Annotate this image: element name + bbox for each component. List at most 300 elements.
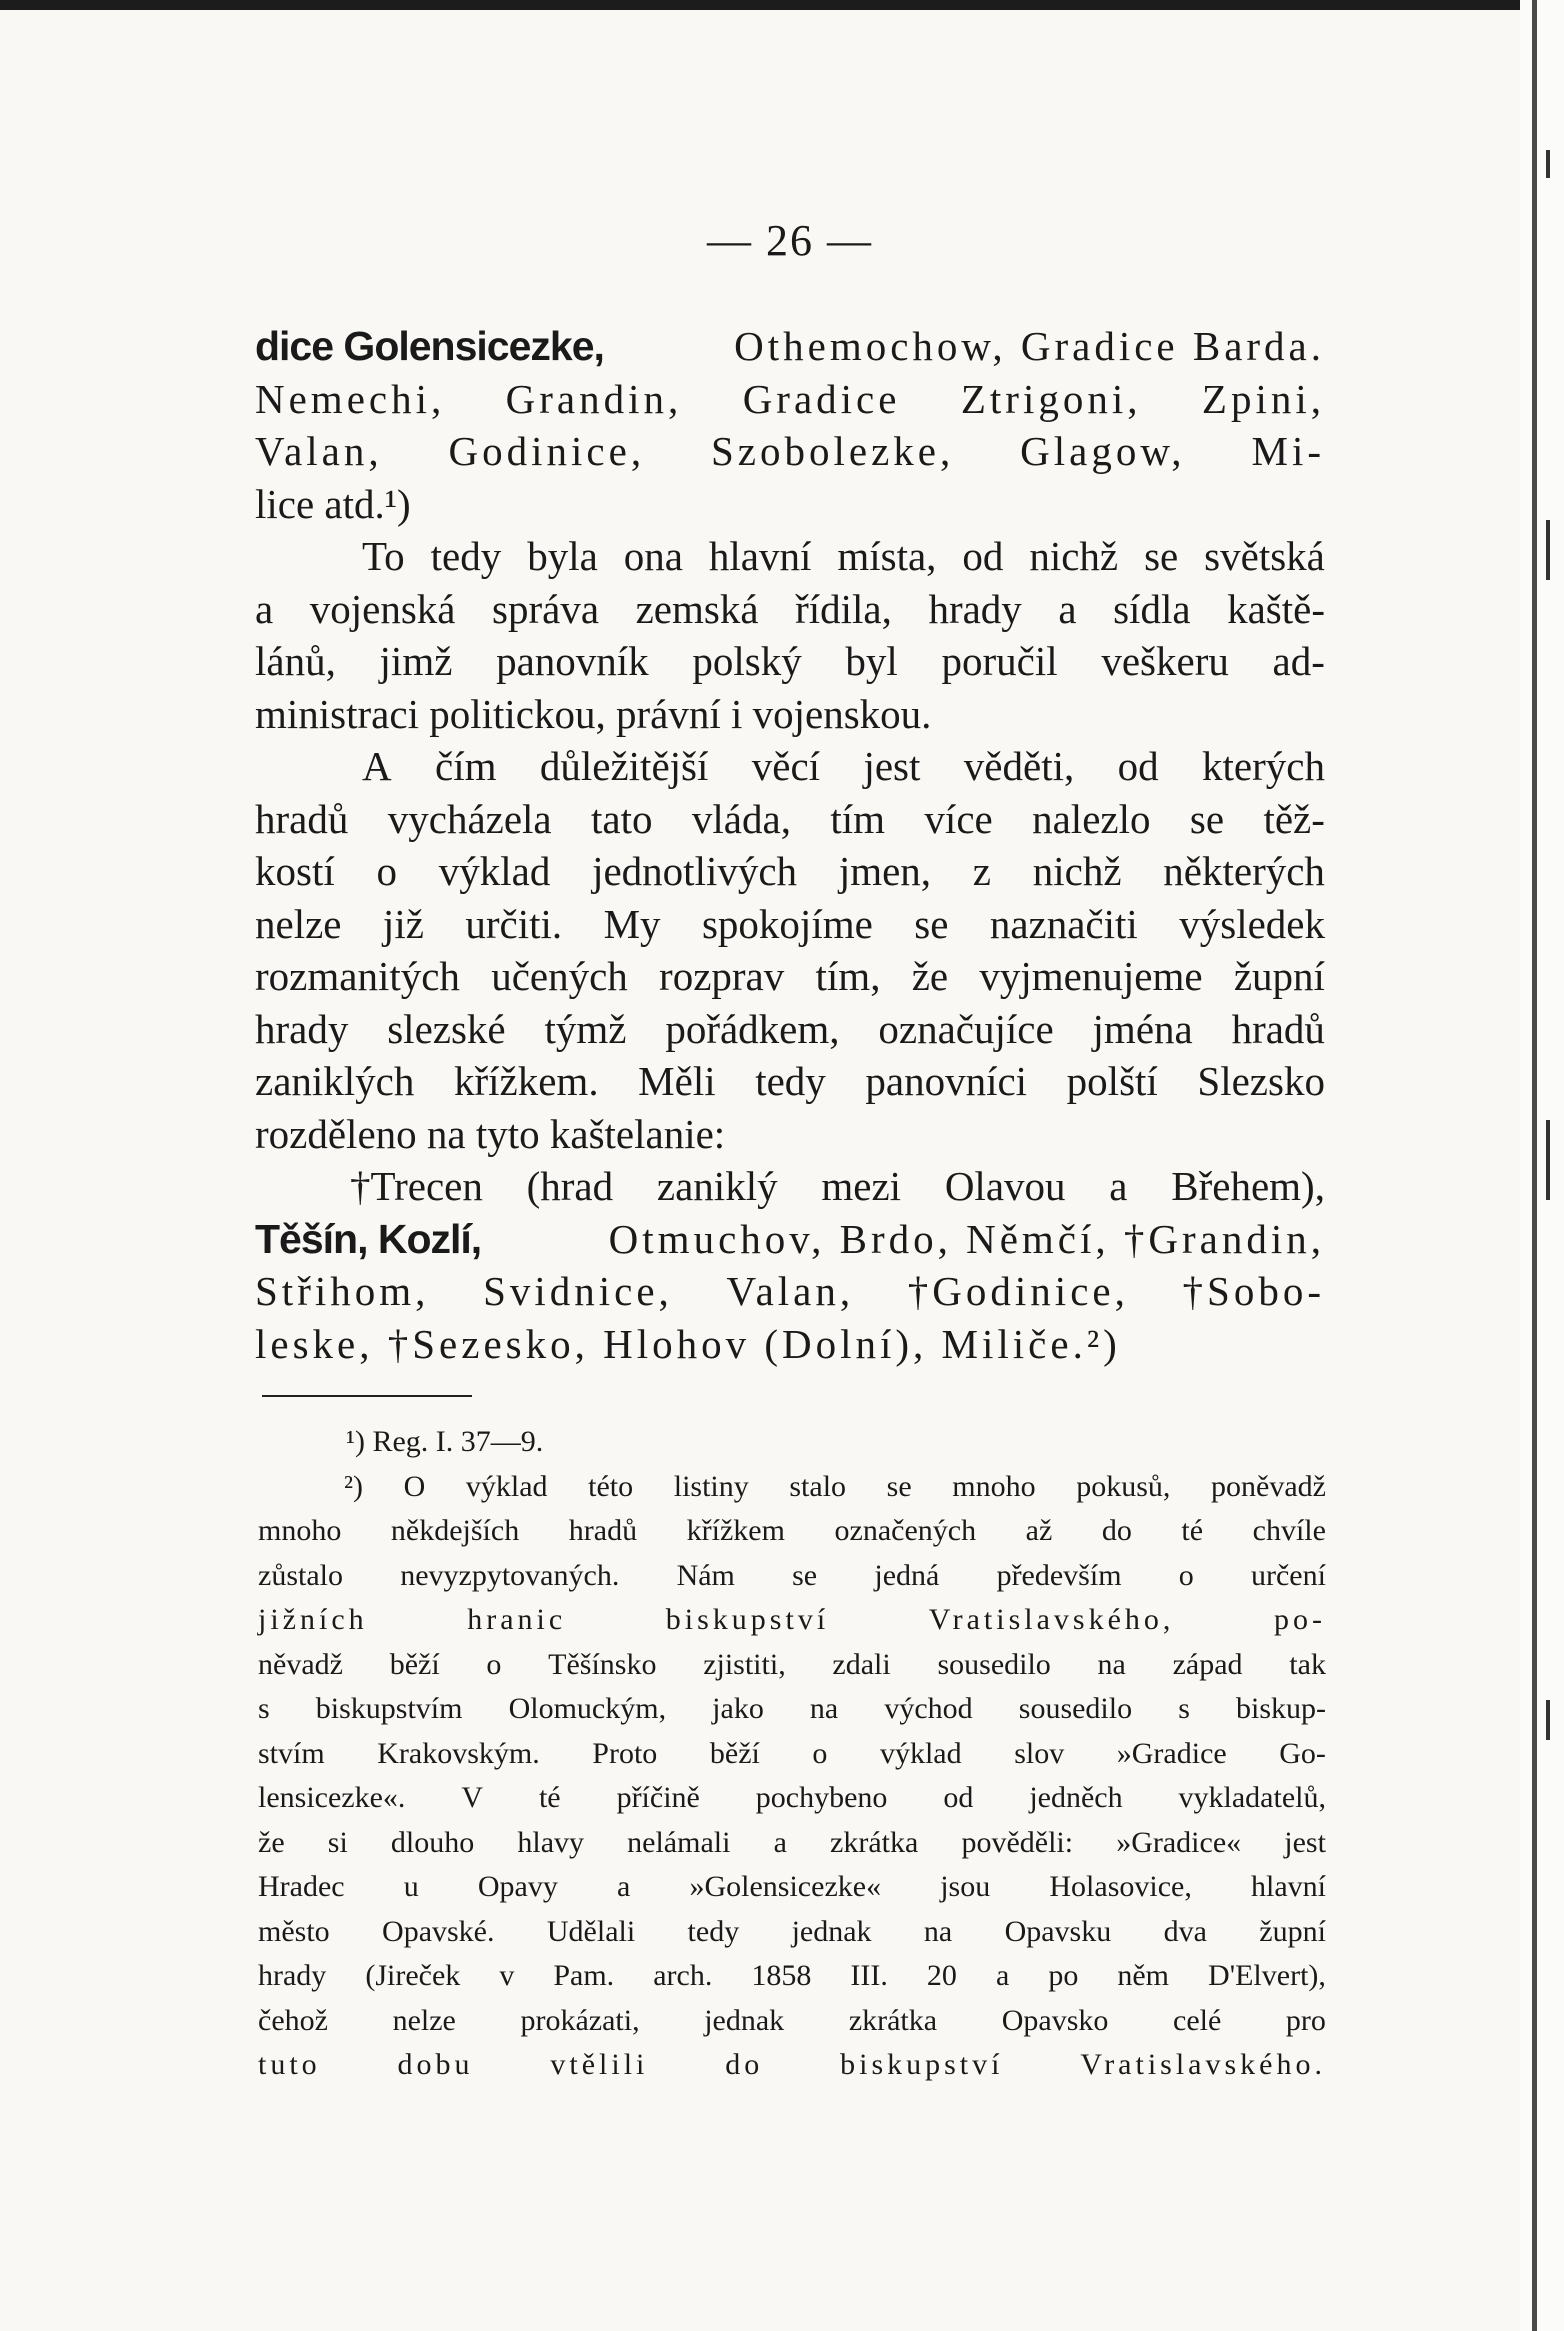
word: se bbox=[1144, 533, 1179, 579]
scan-top-edge bbox=[0, 0, 1564, 10]
word: především bbox=[996, 1558, 1122, 1592]
word: křížkem. bbox=[453, 1058, 599, 1104]
word: správa bbox=[492, 585, 600, 632]
word: vtělili bbox=[550, 2048, 649, 2081]
word: kterých bbox=[1202, 743, 1325, 789]
text-line bbox=[255, 1318, 1325, 1371]
word: vykladatelů, bbox=[1178, 1781, 1326, 1814]
word: D'Elvert), bbox=[1208, 1959, 1326, 1992]
word: běží bbox=[389, 1647, 440, 1681]
word: Nám bbox=[676, 1558, 735, 1592]
footnote-line bbox=[258, 1509, 1326, 1554]
footnote-line bbox=[258, 1821, 1326, 1866]
word: Go- bbox=[1279, 1736, 1326, 1770]
word: prokázati, bbox=[520, 2003, 640, 2037]
word: těž- bbox=[1263, 795, 1325, 842]
footnote-line bbox=[258, 1999, 1326, 2044]
word: Olavou bbox=[944, 1163, 1066, 1209]
word: tedy bbox=[430, 533, 502, 579]
word: a bbox=[1109, 1163, 1128, 1209]
word: od bbox=[1117, 743, 1159, 789]
word: na bbox=[809, 1692, 839, 1725]
footnote-text bbox=[258, 1509, 1326, 1554]
word: se bbox=[886, 1469, 912, 1503]
word: mnoho bbox=[952, 1469, 1036, 1503]
word: jednak bbox=[704, 2003, 785, 2037]
word: mezi bbox=[821, 1163, 902, 1209]
word: A bbox=[362, 743, 392, 789]
word: určení bbox=[1251, 1558, 1326, 1592]
word: již bbox=[382, 900, 424, 947]
word: tím bbox=[830, 795, 886, 842]
footnote-text bbox=[344, 1465, 1326, 1510]
word: od bbox=[962, 533, 1004, 579]
word: Grandin, bbox=[505, 375, 683, 422]
text-line bbox=[255, 1160, 1325, 1213]
word: Olomuckým, bbox=[508, 1692, 667, 1725]
word: po- bbox=[1274, 1603, 1326, 1636]
word: v bbox=[499, 1959, 515, 1992]
word: tím, bbox=[815, 953, 881, 999]
word: věděti, bbox=[963, 743, 1075, 789]
word: †Trecen bbox=[350, 1163, 483, 1209]
word: pro bbox=[1285, 2003, 1326, 2037]
scan-right-margin bbox=[1520, 0, 1564, 2331]
word: Ztrigoni, bbox=[960, 375, 1142, 422]
word: (Jireček bbox=[365, 1959, 461, 1992]
text-line bbox=[255, 1265, 1325, 1318]
text-segment: lice atd.¹) bbox=[255, 480, 411, 527]
word: zůstalo bbox=[258, 1558, 343, 1592]
footnote-line bbox=[258, 1865, 1326, 1910]
word: zaniklý bbox=[656, 1163, 778, 1209]
word: veškeru bbox=[1101, 638, 1229, 684]
text-line bbox=[255, 1108, 1325, 1161]
word: Godinice, bbox=[448, 428, 646, 474]
text-segment bbox=[255, 845, 1325, 898]
word: určiti. bbox=[465, 900, 563, 947]
word: vláda, bbox=[691, 795, 791, 842]
word: do bbox=[1101, 1514, 1132, 1547]
text-line bbox=[255, 845, 1325, 898]
footnote-text bbox=[258, 1732, 1326, 1777]
word: pokusů, bbox=[1076, 1469, 1171, 1503]
word: jsou bbox=[940, 1870, 991, 1903]
word: že bbox=[258, 1825, 285, 1859]
word: slezské bbox=[387, 1005, 506, 1052]
text-line bbox=[255, 898, 1325, 951]
word: stvím bbox=[258, 1736, 325, 1770]
text-line bbox=[255, 950, 1325, 1003]
footnote-text bbox=[258, 1554, 1326, 1599]
word: čehož bbox=[258, 2003, 328, 2037]
word: Vratislavského. bbox=[1080, 2048, 1326, 2081]
scan-mark bbox=[1546, 150, 1550, 178]
word: lánů, bbox=[255, 638, 336, 684]
word: výklad bbox=[879, 1736, 962, 1770]
word: poněvadž bbox=[1211, 1469, 1326, 1503]
word: sídla bbox=[1113, 585, 1191, 632]
word: Krakovským. bbox=[377, 1736, 540, 1770]
footnote-line bbox=[258, 1465, 1326, 1510]
word: Pam. bbox=[553, 1959, 615, 1992]
word: hradů bbox=[1231, 1005, 1325, 1052]
word: čím bbox=[435, 743, 497, 789]
text-segment bbox=[350, 1160, 1325, 1213]
word: něm bbox=[1117, 1959, 1169, 1992]
word: mnoho bbox=[258, 1514, 342, 1547]
word: hrady bbox=[928, 585, 1022, 632]
word: z bbox=[972, 848, 991, 894]
word: zkrátka bbox=[848, 2003, 938, 2037]
word: věcí bbox=[751, 743, 821, 789]
word: běží bbox=[709, 1736, 760, 1770]
word: †Sobo- bbox=[1182, 1268, 1325, 1314]
word: lensicezke«. bbox=[258, 1781, 406, 1814]
main-text bbox=[255, 320, 1325, 1370]
footnote-line bbox=[258, 1643, 1326, 1688]
text-segment bbox=[255, 1265, 1325, 1318]
word: jižních bbox=[258, 1603, 368, 1636]
word: nichž bbox=[1032, 848, 1122, 894]
word: označujíce bbox=[878, 1005, 1054, 1052]
word: III. bbox=[850, 1959, 888, 1992]
word: pověděli: bbox=[961, 1825, 1074, 1859]
word: jednotlivých bbox=[592, 848, 798, 894]
word: panovníci bbox=[865, 1058, 1028, 1104]
footnote-line bbox=[258, 1598, 1326, 1643]
word: až bbox=[1025, 1514, 1053, 1547]
word: listiny bbox=[673, 1469, 749, 1503]
word: My bbox=[603, 900, 661, 947]
word: jimž bbox=[379, 638, 453, 684]
word: 20 bbox=[926, 1959, 957, 1992]
footnote-text bbox=[258, 1954, 1326, 1999]
word: na bbox=[1097, 1647, 1126, 1681]
footnote-text bbox=[258, 1910, 1326, 1955]
text-line bbox=[255, 425, 1325, 478]
footnotes bbox=[258, 1420, 1326, 2088]
word: křížkem bbox=[686, 1514, 785, 1547]
footnote-text bbox=[258, 1643, 1326, 1688]
word: nelze bbox=[392, 2003, 456, 2037]
footnote-line bbox=[258, 1687, 1326, 1732]
word: tedy bbox=[755, 1058, 826, 1104]
word: Mi- bbox=[1251, 428, 1325, 474]
word: se bbox=[914, 900, 949, 947]
text-line bbox=[255, 1055, 1325, 1108]
word: výklad bbox=[438, 848, 551, 894]
text-segment bbox=[362, 740, 1325, 793]
scan-mark bbox=[1546, 1700, 1550, 1740]
word: župní bbox=[1233, 953, 1325, 999]
word: nalezlo bbox=[1032, 795, 1151, 842]
word: biskupství bbox=[665, 1603, 830, 1636]
word: Proto bbox=[592, 1736, 658, 1770]
word: poručil bbox=[941, 638, 1058, 684]
text-segment: rozděleno na tyto kaštelanie: bbox=[255, 1110, 726, 1157]
word: tuto bbox=[258, 2048, 321, 2081]
word: místa, bbox=[837, 533, 937, 579]
word: tedy bbox=[687, 1914, 740, 1948]
word: zdali bbox=[832, 1647, 891, 1681]
word: Holasovice, bbox=[1049, 1870, 1192, 1903]
bold-segment: Těšín, Kozlí, bbox=[255, 1215, 482, 1262]
word: o bbox=[812, 1736, 828, 1770]
word: té bbox=[1181, 1514, 1204, 1547]
word: tato bbox=[591, 795, 653, 842]
word: že bbox=[911, 953, 949, 999]
word: kaště- bbox=[1227, 585, 1325, 632]
word: po bbox=[1048, 1959, 1079, 1992]
word: u bbox=[403, 1870, 419, 1903]
footnote-text bbox=[258, 2043, 1326, 2088]
word: hrady bbox=[255, 1005, 349, 1052]
word: hradů bbox=[568, 1514, 638, 1547]
word: spokojíme bbox=[701, 900, 873, 947]
word: Gradice bbox=[742, 375, 901, 422]
word: polští bbox=[1066, 1058, 1158, 1104]
word: byl bbox=[845, 638, 898, 684]
text-segment bbox=[255, 898, 1325, 951]
word: něvadž bbox=[258, 1647, 343, 1681]
word: V bbox=[461, 1781, 484, 1814]
word: s bbox=[1178, 1692, 1190, 1725]
word: chvíle bbox=[1252, 1514, 1326, 1547]
footnote-line bbox=[258, 1732, 1326, 1777]
word: panovník bbox=[496, 638, 649, 684]
word: nevyzpytovaných. bbox=[400, 1558, 620, 1592]
word: východ bbox=[884, 1692, 973, 1725]
word: rozmanitých bbox=[255, 953, 460, 999]
word: hlavy bbox=[517, 1825, 585, 1859]
word: Břehem), bbox=[1171, 1163, 1325, 1209]
word: Opavsku bbox=[1004, 1914, 1112, 1948]
word: učených bbox=[491, 953, 628, 999]
text-segment: leske, †Sezesko, Hlohov (Dolní), Miliče.²) bbox=[255, 1320, 1121, 1367]
word: »Gradice« bbox=[1116, 1825, 1242, 1859]
text-segment bbox=[255, 583, 1325, 636]
word: župní bbox=[1259, 1914, 1326, 1948]
word: 1858 bbox=[751, 1959, 812, 1992]
word: To bbox=[362, 533, 405, 579]
word: Opavy bbox=[477, 1870, 558, 1903]
word: polský bbox=[692, 638, 802, 684]
text-segment bbox=[255, 425, 1325, 478]
word: si bbox=[327, 1825, 348, 1859]
scan-mark bbox=[1546, 520, 1550, 580]
word: ona bbox=[623, 533, 683, 579]
word: světská bbox=[1204, 533, 1325, 579]
word: vyjmenujeme bbox=[979, 953, 1203, 999]
text-segment bbox=[255, 793, 1325, 846]
word: některých bbox=[1163, 848, 1325, 894]
word: od bbox=[943, 1781, 974, 1814]
word: hlavní bbox=[1250, 1870, 1326, 1903]
word: s bbox=[258, 1692, 270, 1725]
word: nichž bbox=[1029, 533, 1119, 579]
word: nelze bbox=[255, 900, 342, 947]
footnote-line bbox=[258, 2043, 1326, 2088]
word: Glagow, bbox=[1020, 428, 1186, 474]
footnote-text bbox=[258, 1776, 1326, 1821]
scan-mark bbox=[1546, 1120, 1550, 1200]
word: někdejších bbox=[390, 1514, 520, 1547]
word: Střihom, bbox=[255, 1268, 430, 1314]
word: té bbox=[538, 1781, 561, 1814]
word: a bbox=[995, 1959, 1010, 1992]
word: tak bbox=[1289, 1647, 1326, 1681]
word: celé bbox=[1173, 2003, 1222, 2037]
word: jedněch bbox=[1029, 1781, 1123, 1814]
text-line bbox=[255, 793, 1325, 846]
footnote-separator bbox=[262, 1395, 472, 1397]
word: o bbox=[376, 848, 397, 894]
word: západ bbox=[1172, 1647, 1243, 1681]
word: výklad bbox=[465, 1469, 548, 1503]
text-line bbox=[255, 1213, 1325, 1266]
text-segment bbox=[255, 635, 1325, 688]
text-segment: ministraci politickou, právní i vojenskou. bbox=[255, 690, 932, 737]
word: naznačiti bbox=[989, 900, 1138, 947]
text-line bbox=[255, 478, 1325, 531]
word: jednak bbox=[791, 1914, 872, 1948]
word: biskupstvím bbox=[315, 1692, 463, 1725]
word: a bbox=[255, 585, 274, 632]
text-line bbox=[255, 583, 1325, 636]
footnote-text bbox=[258, 1821, 1326, 1866]
word: jména bbox=[1092, 1005, 1193, 1052]
word: arch. bbox=[653, 1959, 713, 1992]
word: o bbox=[486, 1647, 502, 1681]
word: Měli bbox=[638, 1058, 716, 1104]
text-line bbox=[255, 635, 1325, 688]
word: Valan, bbox=[726, 1268, 855, 1314]
word: Svidnice, bbox=[483, 1268, 673, 1314]
text-line bbox=[255, 320, 1325, 373]
word: pořádkem, bbox=[665, 1005, 840, 1052]
footnote-text bbox=[258, 1598, 1326, 1643]
word: na bbox=[923, 1914, 953, 1948]
word: Szobolezke, bbox=[711, 428, 955, 474]
word: (hrad bbox=[526, 1163, 614, 1209]
footnote-text bbox=[258, 1865, 1326, 1910]
word: zjistiti, bbox=[703, 1647, 786, 1681]
text-line bbox=[255, 1003, 1325, 1056]
word: jedná bbox=[874, 1558, 940, 1592]
word: Hradec bbox=[258, 1870, 345, 1903]
word: ad- bbox=[1272, 638, 1325, 684]
word: do bbox=[725, 2048, 764, 2081]
text-segment bbox=[255, 1003, 1325, 1056]
word: »Gradice bbox=[1116, 1736, 1227, 1770]
word: sousedilo bbox=[1018, 1692, 1133, 1725]
text-segment: Otmuchov, Brdo, Němčí, †Grandin, bbox=[608, 1215, 1325, 1262]
footnote-line bbox=[258, 1954, 1326, 1999]
word: zkrátka bbox=[830, 1825, 919, 1859]
word: dlouho bbox=[390, 1825, 475, 1859]
word: pochybeno bbox=[755, 1781, 888, 1814]
bold-segment: dice Golensicezke, bbox=[255, 323, 604, 369]
word: O bbox=[403, 1469, 426, 1503]
scan-binding-line bbox=[1532, 0, 1537, 2331]
word: a bbox=[773, 1825, 787, 1859]
text-segment bbox=[255, 950, 1325, 1003]
word: týmž bbox=[544, 1005, 627, 1052]
word: řídila, bbox=[795, 585, 892, 632]
footnote-line bbox=[258, 1910, 1326, 1955]
word: vycházela bbox=[387, 795, 552, 842]
word: označených bbox=[834, 1514, 977, 1547]
word: důležitější bbox=[539, 743, 709, 789]
word: Zpini, bbox=[1201, 375, 1325, 422]
text-line bbox=[255, 740, 1325, 793]
word: výsledek bbox=[1179, 900, 1325, 947]
word: biskupství bbox=[840, 2048, 1004, 2081]
word: jako bbox=[712, 1692, 764, 1725]
word: jest bbox=[863, 743, 921, 789]
text-segment bbox=[362, 530, 1325, 583]
text-segment bbox=[255, 373, 1325, 426]
text-segment bbox=[255, 1055, 1325, 1108]
word: dobu bbox=[397, 2048, 474, 2081]
word: se bbox=[792, 1558, 818, 1592]
word: Těšínsko bbox=[548, 1647, 657, 1681]
word: příčině bbox=[616, 1781, 700, 1814]
text-line bbox=[255, 688, 1325, 741]
footnote-text: ¹) Reg. I. 37—9. bbox=[346, 1425, 544, 1458]
word: jmen, bbox=[838, 848, 932, 894]
word: biskup- bbox=[1235, 1692, 1326, 1725]
word: dva bbox=[1163, 1914, 1207, 1948]
word: kostí bbox=[255, 848, 335, 894]
footnote-text bbox=[258, 1999, 1326, 2044]
word: slov bbox=[1014, 1736, 1065, 1770]
word: vojenská bbox=[309, 585, 456, 632]
word: sousedilo bbox=[937, 1647, 1051, 1681]
word: Vratislavského, bbox=[928, 1603, 1175, 1636]
word: »Golensicezke« bbox=[689, 1870, 882, 1903]
word: a bbox=[1058, 585, 1077, 632]
page-number: — 26 — bbox=[707, 216, 873, 265]
footnote-line bbox=[258, 1776, 1326, 1821]
word: hlavní bbox=[708, 533, 812, 579]
word: se bbox=[1189, 795, 1225, 842]
word: †Godinice, bbox=[907, 1268, 1129, 1314]
word: Slezsko bbox=[1197, 1058, 1325, 1104]
word: Opavsko bbox=[1001, 2003, 1109, 2037]
word: o bbox=[1178, 1558, 1194, 1592]
text-segment: Othemochow, Gradice Barda. bbox=[734, 323, 1325, 369]
word: rozprav bbox=[659, 953, 785, 999]
word: byla bbox=[527, 533, 598, 579]
word: hranic bbox=[467, 1603, 567, 1636]
word: Valan, bbox=[255, 428, 383, 474]
word: jest bbox=[1284, 1825, 1326, 1859]
word: Udělali bbox=[546, 1914, 636, 1948]
footnote-text bbox=[258, 1687, 1326, 1732]
word: více bbox=[924, 795, 993, 842]
footnote-line bbox=[258, 1420, 1326, 1465]
word: hradů bbox=[255, 795, 349, 842]
word: Opavské. bbox=[382, 1914, 495, 1948]
footnote-line bbox=[258, 1554, 1326, 1599]
word: Nemechi, bbox=[255, 375, 446, 422]
word: této bbox=[588, 1469, 634, 1503]
word: ²) bbox=[344, 1469, 363, 1503]
word: a bbox=[617, 1870, 631, 1903]
word: zaniklých bbox=[255, 1058, 415, 1104]
